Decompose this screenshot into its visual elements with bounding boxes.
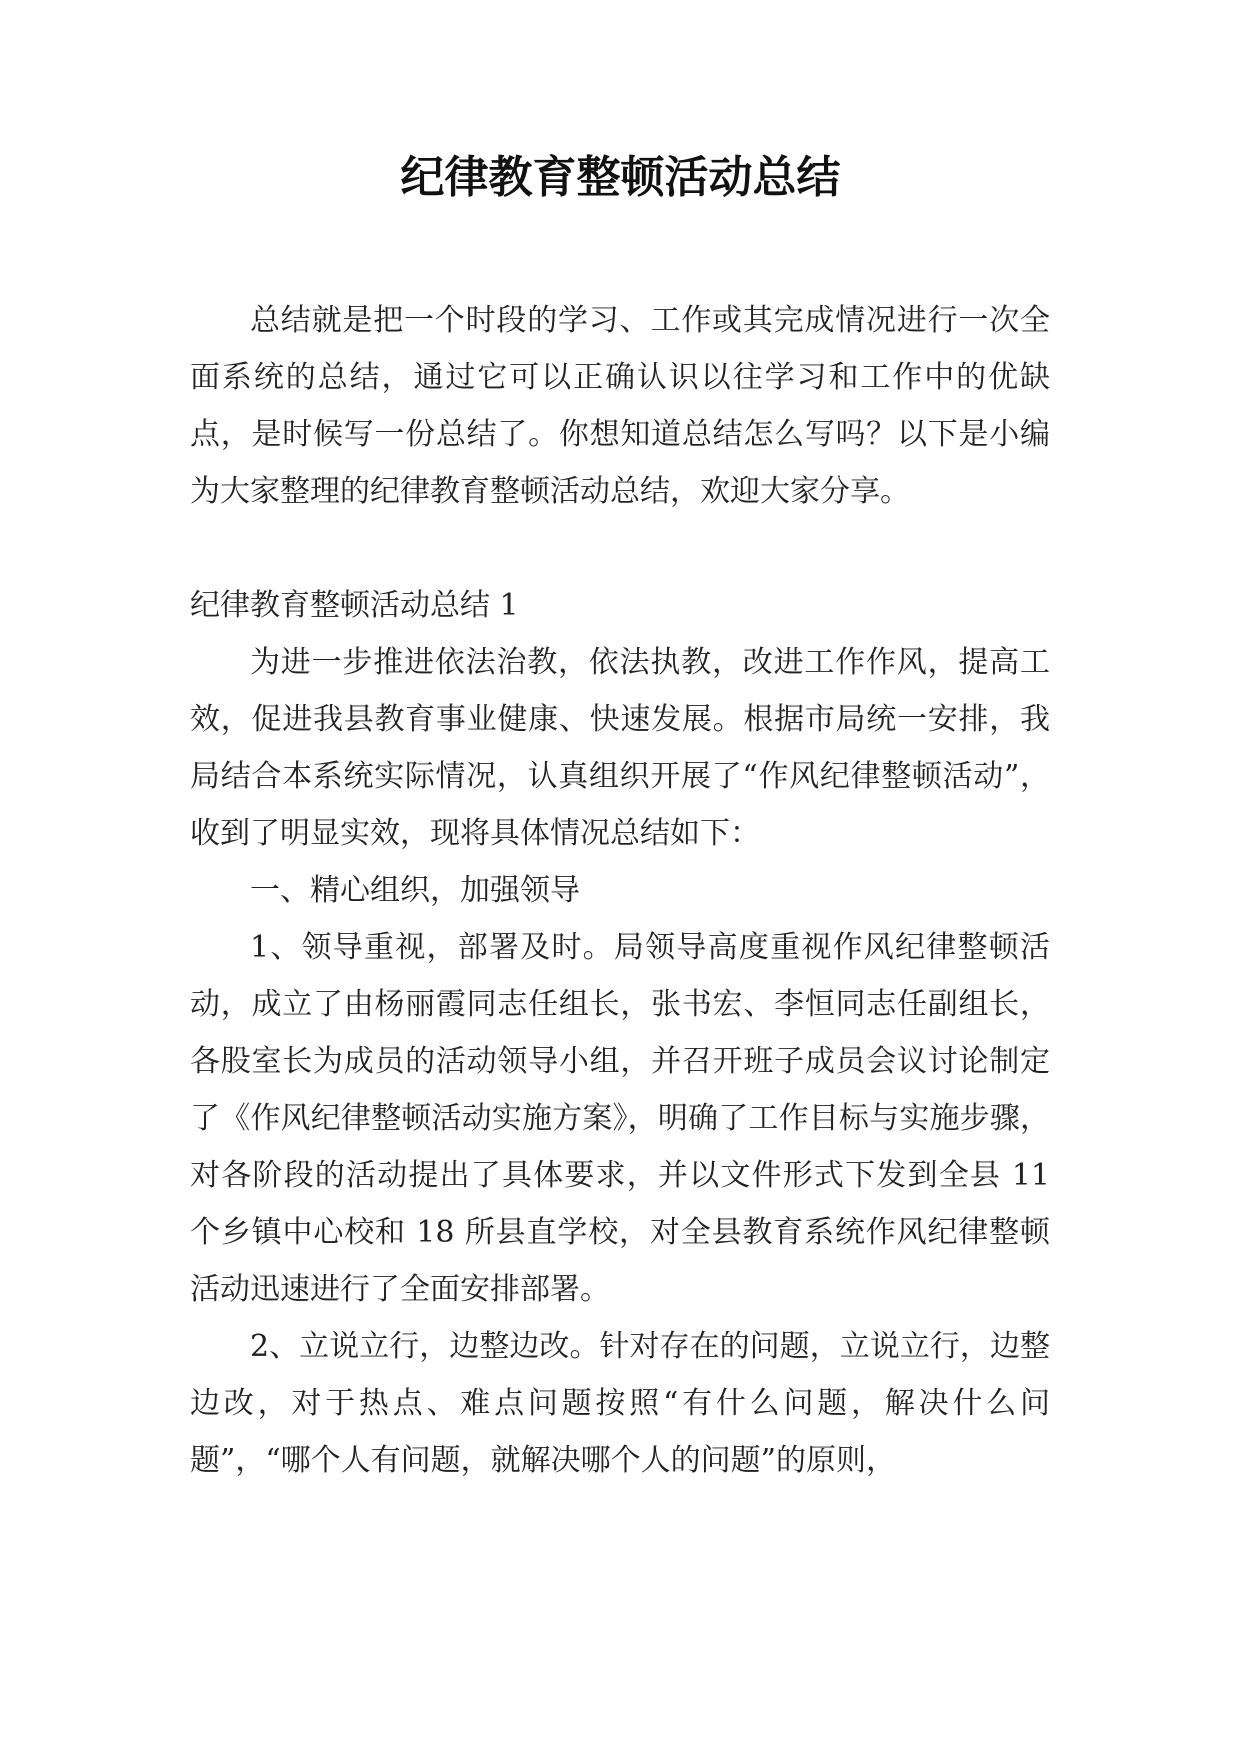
document-title: 纪律教育整顿活动总结 xyxy=(400,152,841,203)
body-paragraph: 为进一步推进依法治教，依法执教，改进工作作风，提高工效，促进我县教育事业健康、快速发展。根据市局统一安排，我局结合本系统实际情况，认真组织开展了“作风纪律整顿活动”，收到了明显实效，现将具体情况总结如下： xyxy=(190,645,1050,851)
section-title: 纪律教育整顿活动总结 1 xyxy=(190,588,519,623)
paragraph-gap xyxy=(190,520,1050,577)
intro-paragraph: 总结就是把一个时段的学习、工作或其完成情况进行一次全面系统的总结，通过它可以正确认识以往学习和工作中的优缺点，是时候写一份总结了。你想知道总结怎么写吗？以下是小编为大家整理的纪律教育整顿活动总结，欢迎大家分享。 xyxy=(190,303,1050,509)
document-body xyxy=(190,292,1050,1489)
body-paragraph: 1、领导重视，部署及时。局领导高度重视作风纪律整顿活动，成立了由杨丽霞同志任组长，张书宏、李恒同志任副组长，各股室长为成员的活动领导小组，并召开班子成员会议讨论制定了《作风纪律整顿活动实施方案》，明确了工作目标与实施步骤，对各阶段的活动提出了具体要求，并以文件形式下发到全县 11 个乡镇中心校和 18 所县直学校，对全县教育系统作风纪律整顿活动迅速进行了全面安排部署。 xyxy=(190,930,1050,1307)
body-paragraph: 2、立说立行，边整边改。针对存在的问题，立说立行，边整边改，对于热点、难点问题按照“有什么问题，解决什么问题”，“哪个人有问题，就解决哪个人的问题”的原则， xyxy=(190,1329,1050,1478)
subheading: 一、精心组织，加强领导 xyxy=(250,873,580,908)
